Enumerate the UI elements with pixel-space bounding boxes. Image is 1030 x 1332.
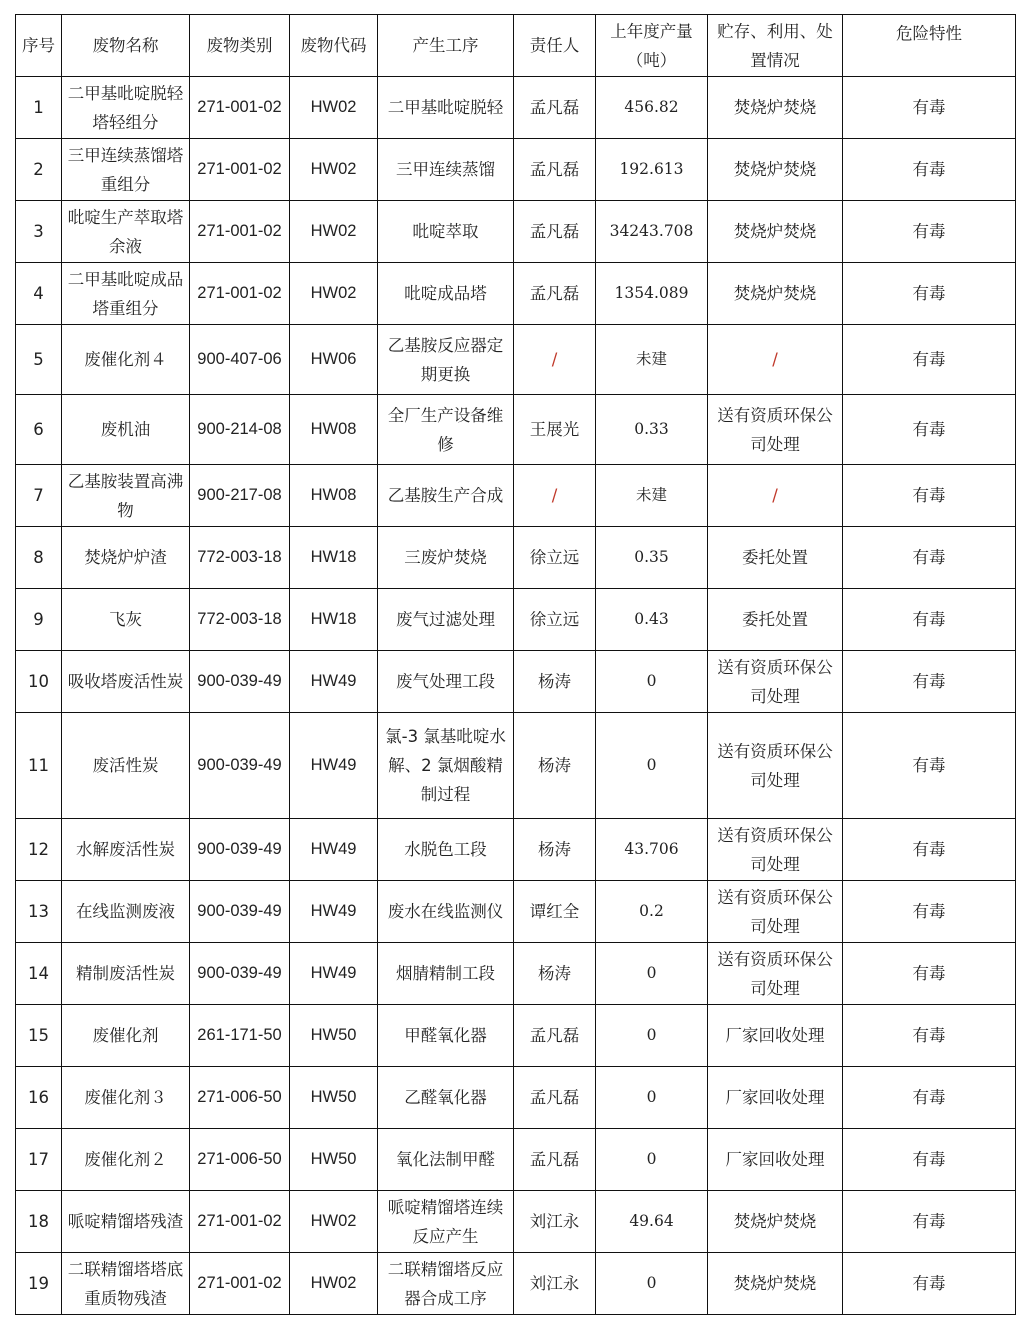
cell-category: 271-001-02 — [190, 1191, 290, 1253]
cell-hazard: 有毒 — [843, 201, 1016, 263]
header-category: 废物类别 — [190, 15, 290, 77]
cell-disposal: 焚烧炉焚烧 — [708, 201, 843, 263]
cell-name: 二联精馏塔塔底重质物残渣 — [62, 1253, 190, 1315]
cell-process: 乙醛氧化器 — [378, 1067, 514, 1129]
hazardous-waste-table — [15, 14, 1016, 1315]
cell-name: 废机油 — [62, 395, 190, 465]
cell-person: 孟凡磊 — [514, 1067, 596, 1129]
cell-code: HW08 — [290, 465, 378, 527]
cell-name: 废催化剂４ — [62, 325, 190, 395]
cell-amount: 192.613 — [596, 139, 708, 201]
cell-amount: 0.43 — [596, 589, 708, 651]
cell-code: HW50 — [290, 1129, 378, 1191]
cell-person: 王展光 — [514, 395, 596, 465]
cell-code: HW49 — [290, 651, 378, 713]
cell-name: 废催化剂 — [62, 1005, 190, 1067]
cell-process: 全厂生产设备维修 — [378, 395, 514, 465]
cell-hazard: 有毒 — [843, 465, 1016, 527]
cell-disposal: 送有资质环保公司处理 — [708, 881, 843, 943]
cell-category: 900-407-06 — [190, 325, 290, 395]
cell-hazard: 有毒 — [843, 77, 1016, 139]
cell-category: 772-003-18 — [190, 527, 290, 589]
cell-disposal: 焚烧炉焚烧 — [708, 263, 843, 325]
table-row — [16, 465, 1016, 527]
cell-hazard: 有毒 — [843, 1067, 1016, 1129]
cell-name: 在线监测废液 — [62, 881, 190, 943]
cell-person: / — [514, 465, 596, 527]
cell-hazard: 有毒 — [843, 139, 1016, 201]
cell-process: 三废炉焚烧 — [378, 527, 514, 589]
cell-disposal: / — [708, 465, 843, 527]
cell-amount: 0 — [596, 1005, 708, 1067]
cell-process: 废水在线监测仪 — [378, 881, 514, 943]
cell-code: HW18 — [290, 527, 378, 589]
cell-disposal: 焚烧炉焚烧 — [708, 77, 843, 139]
cell-category: 900-039-49 — [190, 943, 290, 1005]
cell-seq: 16 — [16, 1067, 62, 1129]
cell-code: HW50 — [290, 1067, 378, 1129]
cell-hazard: 有毒 — [843, 881, 1016, 943]
table-row — [16, 325, 1016, 395]
cell-amount: 0 — [596, 1067, 708, 1129]
cell-hazard: 有毒 — [843, 527, 1016, 589]
table-row — [16, 263, 1016, 325]
cell-process: 哌啶精馏塔连续反应产生 — [378, 1191, 514, 1253]
cell-hazard: 有毒 — [843, 1129, 1016, 1191]
table-row — [16, 1005, 1016, 1067]
header-amount: 上年度产量（吨） — [596, 15, 708, 77]
cell-process: 甲醛氧化器 — [378, 1005, 514, 1067]
cell-seq: 6 — [16, 395, 62, 465]
cell-category: 900-039-49 — [190, 713, 290, 819]
cell-code: HW02 — [290, 201, 378, 263]
cell-code: HW02 — [290, 1191, 378, 1253]
cell-process: 乙基胺生产合成 — [378, 465, 514, 527]
cell-process: 二甲基吡啶脱轻 — [378, 77, 514, 139]
cell-person: 杨涛 — [514, 943, 596, 1005]
cell-name: 二甲基吡啶成品塔重组分 — [62, 263, 190, 325]
cell-amount: 0.35 — [596, 527, 708, 589]
cell-amount: 0 — [596, 651, 708, 713]
cell-person: 孟凡磊 — [514, 201, 596, 263]
cell-hazard: 有毒 — [843, 395, 1016, 465]
cell-process: 氧化法制甲醛 — [378, 1129, 514, 1191]
cell-code: HW02 — [290, 139, 378, 201]
cell-category: 271-001-02 — [190, 1253, 290, 1315]
cell-person: / — [514, 325, 596, 395]
cell-process: 三甲连续蒸馏 — [378, 139, 514, 201]
cell-disposal: 焚烧炉焚烧 — [708, 1253, 843, 1315]
cell-process: 乙基胺反应器定期更换 — [378, 325, 514, 395]
cell-person: 谭红全 — [514, 881, 596, 943]
header-name: 废物名称 — [62, 15, 190, 77]
cell-seq: 11 — [16, 713, 62, 819]
cell-seq: 2 — [16, 139, 62, 201]
cell-code: HW08 — [290, 395, 378, 465]
cell-hazard: 有毒 — [843, 589, 1016, 651]
cell-hazard: 有毒 — [843, 943, 1016, 1005]
cell-name: 焚烧炉炉渣 — [62, 527, 190, 589]
cell-seq: 15 — [16, 1005, 62, 1067]
cell-seq: 19 — [16, 1253, 62, 1315]
cell-disposal: 厂家回收处理 — [708, 1129, 843, 1191]
cell-person: 刘江永 — [514, 1191, 596, 1253]
cell-category: 271-006-50 — [190, 1067, 290, 1129]
cell-hazard: 有毒 — [843, 325, 1016, 395]
cell-disposal: 委托处置 — [708, 589, 843, 651]
cell-seq: 13 — [16, 881, 62, 943]
cell-process: 氯-3 氯基吡啶水解、2 氯烟酸精制过程 — [378, 713, 514, 819]
cell-seq: 10 — [16, 651, 62, 713]
cell-person: 孟凡磊 — [514, 263, 596, 325]
cell-person: 孟凡磊 — [514, 1129, 596, 1191]
cell-hazard: 有毒 — [843, 713, 1016, 819]
table-row — [16, 651, 1016, 713]
cell-process: 二联精馏塔反应器合成工序 — [378, 1253, 514, 1315]
cell-seq: 18 — [16, 1191, 62, 1253]
cell-seq: 17 — [16, 1129, 62, 1191]
header-disposal: 贮存、利用、处置情况 — [708, 15, 843, 77]
cell-person: 杨涛 — [514, 651, 596, 713]
table-row — [16, 1253, 1016, 1315]
cell-disposal: 送有资质环保公司处理 — [708, 651, 843, 713]
cell-amount: 1354.089 — [596, 263, 708, 325]
cell-name: 吡啶生产萃取塔余液 — [62, 201, 190, 263]
cell-category: 900-217-08 — [190, 465, 290, 527]
cell-name: 乙基胺装置高沸物 — [62, 465, 190, 527]
cell-hazard: 有毒 — [843, 1005, 1016, 1067]
cell-name: 精制废活性炭 — [62, 943, 190, 1005]
table-row — [16, 713, 1016, 819]
table-row — [16, 881, 1016, 943]
table-row — [16, 1191, 1016, 1253]
cell-amount: 0 — [596, 1129, 708, 1191]
header-person: 责任人 — [514, 15, 596, 77]
cell-code: HW02 — [290, 77, 378, 139]
cell-person: 孟凡磊 — [514, 139, 596, 201]
cell-seq: 1 — [16, 77, 62, 139]
cell-hazard: 有毒 — [843, 1191, 1016, 1253]
cell-disposal: 焚烧炉焚烧 — [708, 139, 843, 201]
table-row — [16, 527, 1016, 589]
cell-code: HW49 — [290, 713, 378, 819]
cell-process: 废气过滤处理 — [378, 589, 514, 651]
table-row — [16, 589, 1016, 651]
cell-category: 271-001-02 — [190, 77, 290, 139]
header-hazard: 危险特性 — [843, 15, 1016, 77]
cell-disposal: 送有资质环保公司处理 — [708, 395, 843, 465]
cell-amount: 未建 — [596, 325, 708, 395]
cell-person: 孟凡磊 — [514, 1005, 596, 1067]
cell-code: HW18 — [290, 589, 378, 651]
cell-category: 271-001-02 — [190, 201, 290, 263]
table-row — [16, 139, 1016, 201]
cell-name: 水解废活性炭 — [62, 819, 190, 881]
header-seq: 序号 — [16, 15, 62, 77]
cell-code: HW49 — [290, 943, 378, 1005]
cell-hazard: 有毒 — [843, 1253, 1016, 1315]
cell-amount: 未建 — [596, 465, 708, 527]
cell-process: 吡啶萃取 — [378, 201, 514, 263]
cell-category: 900-039-49 — [190, 651, 290, 713]
header-process: 产生工序 — [378, 15, 514, 77]
cell-name: 哌啶精馏塔残渣 — [62, 1191, 190, 1253]
cell-seq: 14 — [16, 943, 62, 1005]
cell-disposal: 厂家回收处理 — [708, 1067, 843, 1129]
cell-person: 杨涛 — [514, 713, 596, 819]
cell-code: HW49 — [290, 819, 378, 881]
cell-name: 二甲基吡啶脱轻塔轻组分 — [62, 77, 190, 139]
table-row — [16, 1129, 1016, 1191]
cell-hazard: 有毒 — [843, 819, 1016, 881]
cell-seq: 7 — [16, 465, 62, 527]
table-row — [16, 819, 1016, 881]
cell-amount: 456.82 — [596, 77, 708, 139]
cell-name: 废活性炭 — [62, 713, 190, 819]
cell-disposal: 厂家回收处理 — [708, 1005, 843, 1067]
cell-amount: 43.706 — [596, 819, 708, 881]
table-row — [16, 943, 1016, 1005]
cell-code: HW49 — [290, 881, 378, 943]
cell-seq: 5 — [16, 325, 62, 395]
cell-amount: 34243.708 — [596, 201, 708, 263]
cell-disposal: / — [708, 325, 843, 395]
cell-person: 孟凡磊 — [514, 77, 596, 139]
cell-category: 772-003-18 — [190, 589, 290, 651]
cell-disposal: 送有资质环保公司处理 — [708, 713, 843, 819]
cell-code: HW02 — [290, 1253, 378, 1315]
table-row — [16, 201, 1016, 263]
table-header-row — [16, 15, 1016, 77]
cell-name: 废催化剂３ — [62, 1067, 190, 1129]
cell-hazard: 有毒 — [843, 263, 1016, 325]
header-code: 废物代码 — [290, 15, 378, 77]
cell-process: 烟腈精制工段 — [378, 943, 514, 1005]
cell-process: 水脱色工段 — [378, 819, 514, 881]
cell-person: 徐立远 — [514, 589, 596, 651]
cell-disposal: 送有资质环保公司处理 — [708, 943, 843, 1005]
cell-amount: 49.64 — [596, 1191, 708, 1253]
cell-amount: 0.33 — [596, 395, 708, 465]
cell-person: 杨涛 — [514, 819, 596, 881]
table-row — [16, 1067, 1016, 1129]
cell-code: HW06 — [290, 325, 378, 395]
cell-category: 900-214-08 — [190, 395, 290, 465]
cell-amount: 0.2 — [596, 881, 708, 943]
cell-disposal: 焚烧炉焚烧 — [708, 1191, 843, 1253]
cell-disposal: 送有资质环保公司处理 — [708, 819, 843, 881]
cell-category: 271-006-50 — [190, 1129, 290, 1191]
cell-category: 271-001-02 — [190, 263, 290, 325]
cell-amount: 0 — [596, 943, 708, 1005]
cell-code: HW02 — [290, 263, 378, 325]
cell-code: HW50 — [290, 1005, 378, 1067]
cell-amount: 0 — [596, 713, 708, 819]
cell-name: 吸收塔废活性炭 — [62, 651, 190, 713]
cell-name: 三甲连续蒸馏塔重组分 — [62, 139, 190, 201]
cell-person: 徐立远 — [514, 527, 596, 589]
table-row — [16, 77, 1016, 139]
cell-category: 900-039-49 — [190, 819, 290, 881]
cell-hazard: 有毒 — [843, 651, 1016, 713]
cell-category: 271-001-02 — [190, 139, 290, 201]
cell-process: 吡啶成品塔 — [378, 263, 514, 325]
cell-seq: 3 — [16, 201, 62, 263]
cell-seq: 9 — [16, 589, 62, 651]
cell-name: 废催化剂２ — [62, 1129, 190, 1191]
cell-category: 261-171-50 — [190, 1005, 290, 1067]
cell-person: 刘江永 — [514, 1253, 596, 1315]
table-row — [16, 395, 1016, 465]
cell-name: 飞灰 — [62, 589, 190, 651]
cell-seq: 4 — [16, 263, 62, 325]
cell-seq: 8 — [16, 527, 62, 589]
cell-process: 废气处理工段 — [378, 651, 514, 713]
cell-category: 900-039-49 — [190, 881, 290, 943]
cell-seq: 12 — [16, 819, 62, 881]
cell-disposal: 委托处置 — [708, 527, 843, 589]
cell-amount: 0 — [596, 1253, 708, 1315]
